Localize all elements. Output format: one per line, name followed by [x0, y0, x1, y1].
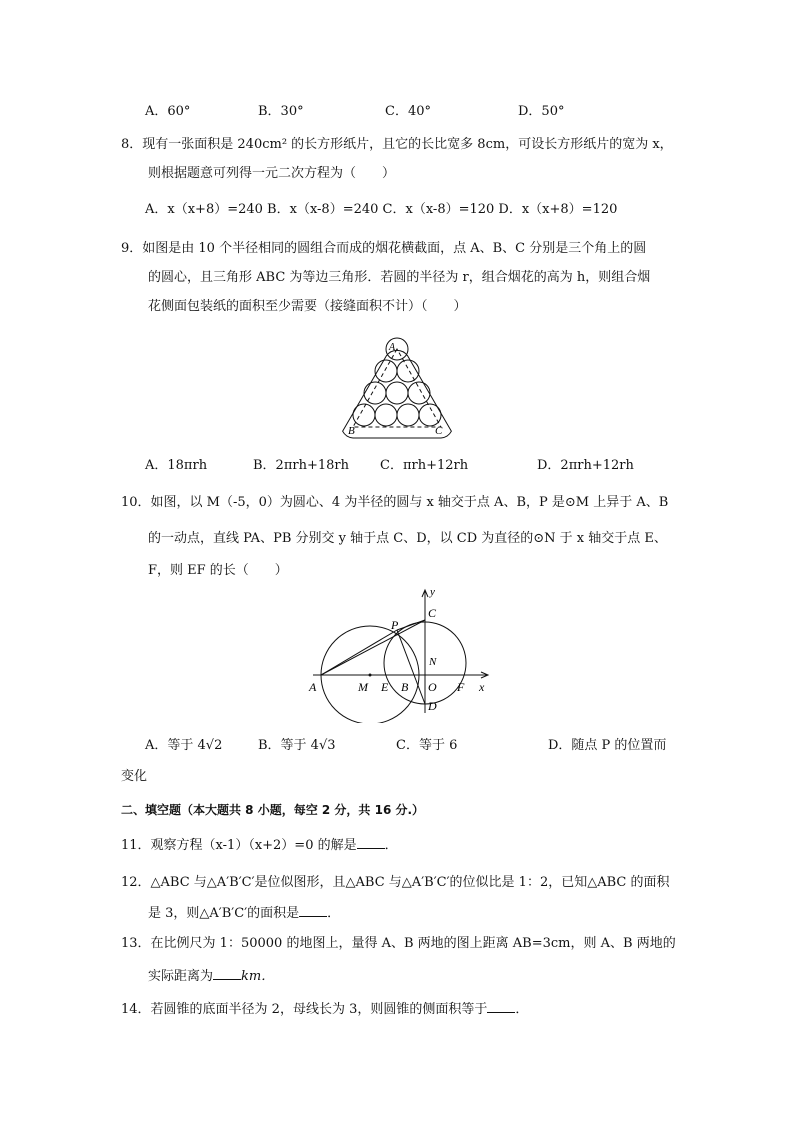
q11-end: ．	[384, 838, 398, 853]
label-b: B	[401, 680, 409, 694]
q7-option-d: D．50°	[518, 104, 565, 119]
label-e: E	[381, 680, 389, 694]
q7-option-a: A．60°	[145, 104, 191, 119]
q11-line	[121, 836, 398, 855]
q7-option-b: B．30°	[258, 104, 304, 119]
q10-line-3: F，则 EF 的长（ ）	[148, 563, 288, 578]
q14-number: 14．	[121, 1002, 151, 1017]
q14-text: 若圆锥的底面半径为 2，母线长为 3，则圆锥的侧面积等于	[150, 1002, 488, 1017]
q13-number: 13．	[121, 936, 151, 951]
q8-text-1: 现有一张面积是 240cm² 的长方形纸片，且它的长比宽多 8cm，可设长方形纸片的宽为 x，	[142, 137, 673, 152]
q13-unit: km．	[241, 969, 275, 984]
label-p: P	[391, 618, 399, 632]
q10-option-c: C．等于 6	[396, 738, 458, 753]
circle	[386, 382, 408, 404]
q12-answer-blank[interactable]	[299, 904, 327, 917]
q10-continuation: 变化	[121, 769, 148, 784]
q10-option-a: A．等于 4√2	[145, 738, 223, 753]
q12-end: ．	[327, 906, 341, 921]
line-pc	[397, 620, 425, 630]
q11-text: 观察方程（x-1）（x+2）=0 的解是	[150, 838, 357, 853]
q10-number: 10．	[121, 495, 151, 510]
label-d: D	[428, 699, 437, 713]
q7-option-c: C．40°	[385, 104, 431, 119]
q9-line-2: 的圆心，且三角形 ABC 为等边三角形．若圆的半径为 r，组合烟花的高为 h，则组合烟	[148, 270, 651, 285]
q12-text-2: 是 3，则△A′B′C′的面积是	[148, 906, 300, 921]
q9-option-b: B．2πrh+18rh	[253, 458, 349, 473]
q10-option-d: D．随点 P 的位置而	[548, 738, 667, 753]
q8-line-2: 则根据题意可列得一元二次方程为（ ）	[148, 166, 396, 181]
point-m	[369, 674, 372, 677]
label-x: x	[479, 680, 485, 694]
q14-end: ．	[515, 1002, 529, 1017]
q8-number: 8．	[121, 137, 143, 152]
q8-line-1	[121, 136, 673, 154]
geometry-figure	[305, 583, 505, 723]
q14-line	[121, 1000, 528, 1019]
label-a: A	[309, 680, 317, 694]
q10-line-2: 的一动点，直线 PA、PB 分别交 y 轴于点 C、D，以 CD 为直径的⊙N 于 x 轴交于点 E、	[148, 531, 667, 546]
section-2-heading: 二、填空题（本大题共 8 小题，每空 2 分，共 16 分.）	[121, 803, 425, 817]
label-c: C	[435, 425, 443, 437]
q13-text-2: 实际距离为	[148, 969, 214, 984]
q13-answer-blank[interactable]	[213, 967, 241, 980]
q13-text-1: 在比例尺为 1：50000 的地图上，量得 A、B 两地的图上距离 AB=3cm，则 A、B 两地的	[150, 936, 676, 951]
q9-line-3: 花侧面包装纸的面积至少需要（接缝面积不计）（ ）	[148, 299, 467, 314]
q8-options: A．x（x+8）=240 B．x（x-8）=240 C．x（x-8）=120 D．x（x+8）=120	[145, 202, 618, 217]
q10-option-b: B．等于 4√3	[258, 738, 336, 753]
label-o: O	[428, 680, 437, 694]
label-n: N	[429, 656, 437, 668]
circle	[397, 360, 419, 382]
q13-line-2	[148, 967, 274, 986]
label-b: B	[348, 425, 355, 437]
q12-line-2	[148, 904, 340, 923]
label-y: y	[430, 586, 435, 598]
q12-line-1	[121, 874, 669, 892]
q9-option-c: C．πrh+12rh	[380, 458, 469, 473]
q12-number: 12．	[121, 875, 151, 890]
circle	[397, 404, 419, 426]
label-f: F	[457, 680, 465, 694]
q9-number: 9．	[121, 241, 143, 256]
q10-text-1: 如图，以 M（-5，0）为圆心、4 为半径的圆与 x 轴交于点 A、B，P 是⊙M 上异于 A、B	[150, 495, 669, 510]
q9-option-a: A．18πrh	[145, 458, 208, 473]
q11-answer-blank[interactable]	[357, 836, 385, 849]
q12-text-1: △ABC 与△A′B′C′是位似图形，且△ABC 与△A′B′C′的位似比是 1：2，已知△ABC 的面积	[150, 875, 670, 890]
circle	[375, 404, 397, 426]
q9-option-d: D．2πrh+12rh	[537, 458, 634, 473]
label-a: A	[389, 342, 396, 353]
circle	[375, 360, 397, 382]
circle	[419, 404, 441, 426]
firework-figure	[334, 330, 460, 442]
q14-answer-blank[interactable]	[487, 1000, 515, 1013]
circle	[408, 382, 430, 404]
q11-number: 11．	[121, 838, 151, 853]
q9-text-1: 如图是由 10 个半径相同的圆组合而成的烟花横截面，点 A、B、C 分别是三个角上的圆	[142, 241, 647, 256]
label-c: C	[428, 606, 437, 620]
q10-line-1	[121, 494, 668, 512]
line-pa	[321, 620, 425, 675]
q13-line-1	[121, 935, 676, 953]
q9-line-1	[121, 240, 646, 258]
label-m: M	[358, 680, 368, 694]
